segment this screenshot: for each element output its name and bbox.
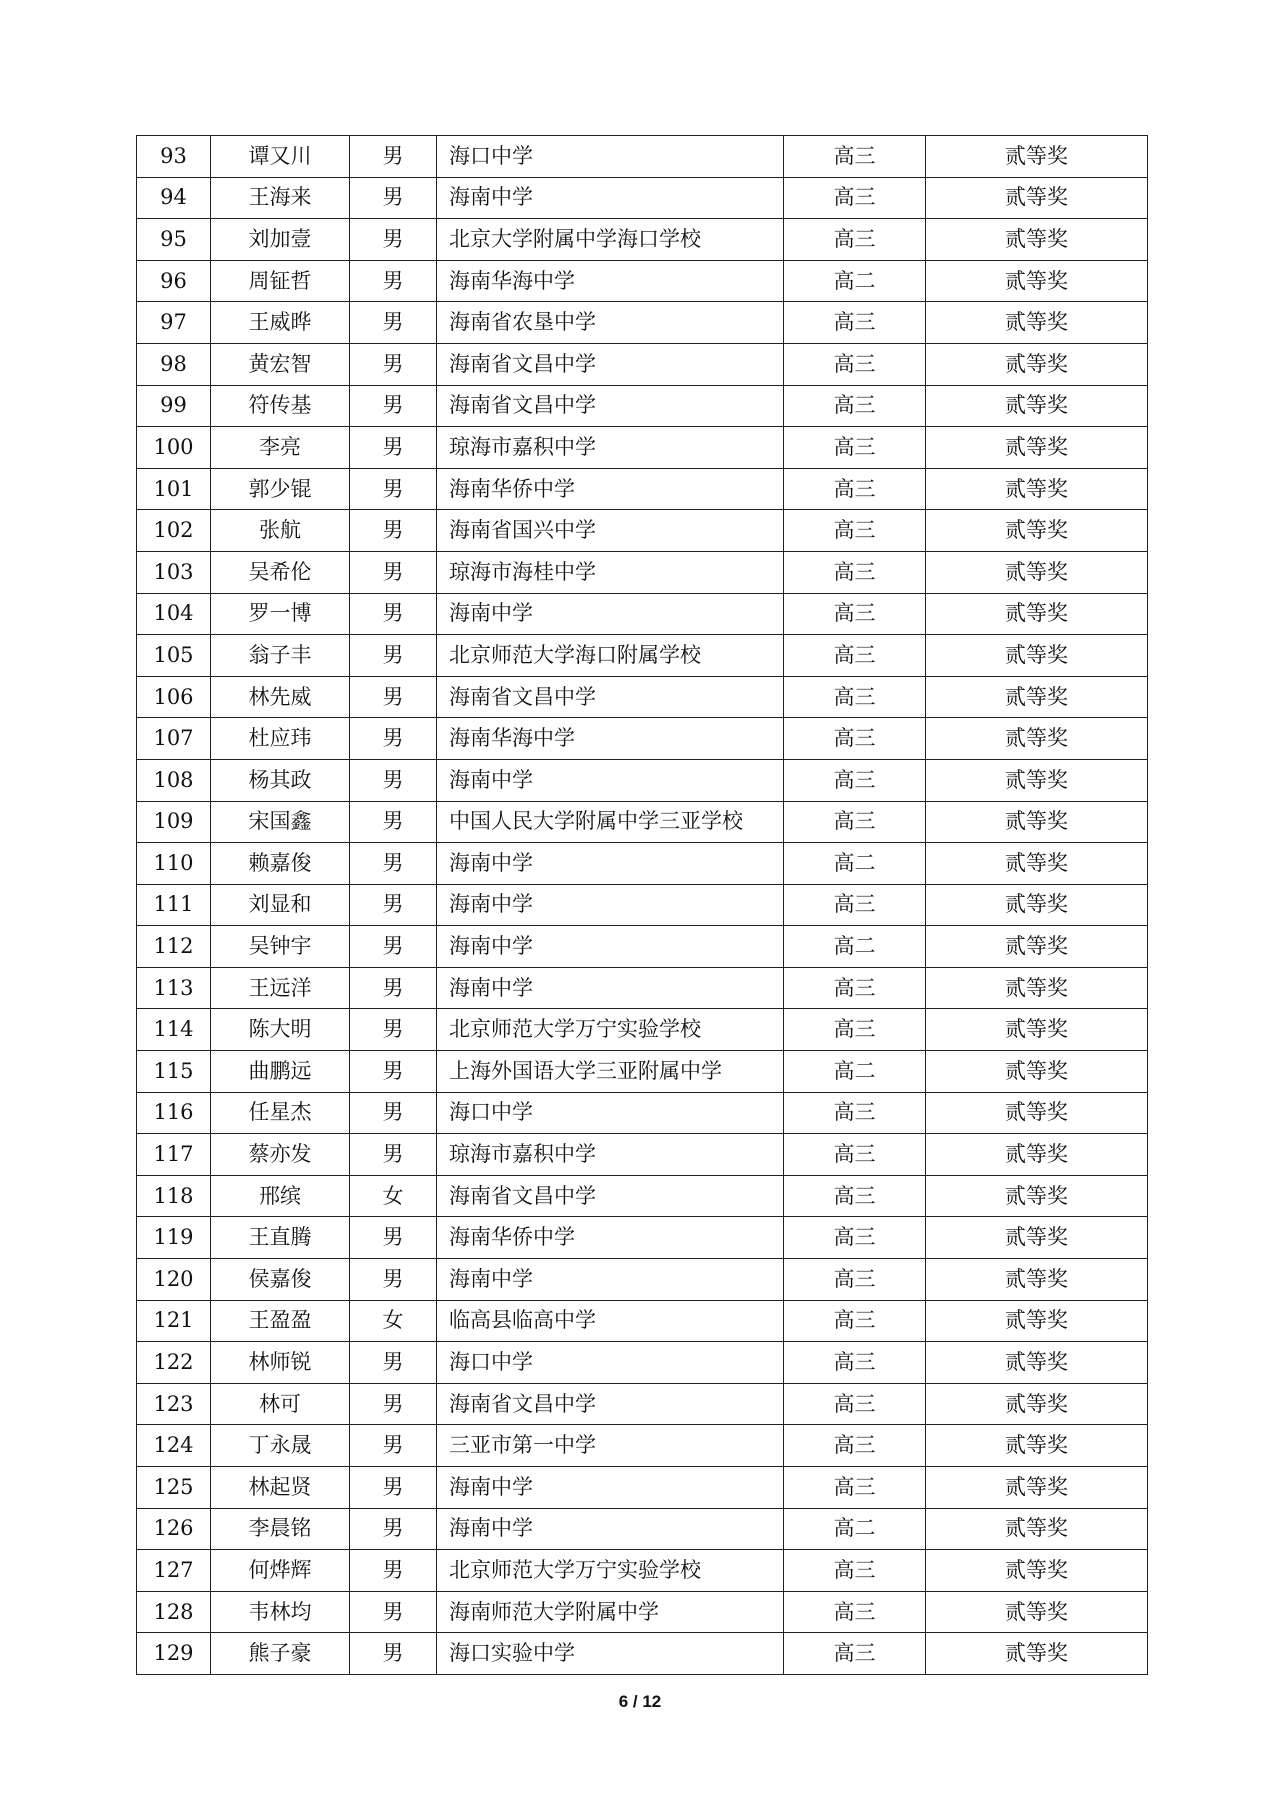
cell-award: 贰等奖	[926, 801, 1148, 843]
cell-name: 熊子豪	[211, 1633, 350, 1675]
cell-gender: 男	[350, 260, 437, 302]
table-row	[137, 302, 1148, 344]
cell-school: 琼海市嘉积中学	[437, 427, 784, 469]
cell-number: 111	[137, 884, 211, 926]
cell-number: 121	[137, 1300, 211, 1342]
cell-gender: 男	[350, 1342, 437, 1384]
cell-award: 贰等奖	[926, 1092, 1148, 1134]
cell-gender: 男	[350, 884, 437, 926]
cell-name: 邢缤	[211, 1175, 350, 1217]
cell-name: 罗一博	[211, 593, 350, 635]
cell-award: 贰等奖	[926, 676, 1148, 718]
cell-grade: 高二	[784, 926, 926, 968]
cell-grade: 高二	[784, 843, 926, 885]
cell-number: 115	[137, 1051, 211, 1093]
cell-grade: 高三	[784, 884, 926, 926]
cell-number: 113	[137, 967, 211, 1009]
cell-school: 海南华海中学	[437, 718, 784, 760]
cell-name: 翁子丰	[211, 635, 350, 677]
table-row	[137, 1591, 1148, 1633]
table-row	[137, 1092, 1148, 1134]
table-row	[137, 1425, 1148, 1467]
cell-name: 曲鹏远	[211, 1051, 350, 1093]
cell-gender: 男	[350, 635, 437, 677]
cell-name: 陈大明	[211, 1009, 350, 1051]
cell-name: 林起贤	[211, 1467, 350, 1509]
cell-name: 蔡亦发	[211, 1134, 350, 1176]
cell-grade: 高三	[784, 385, 926, 427]
table-row	[137, 593, 1148, 635]
cell-number: 102	[137, 510, 211, 552]
table-row	[137, 801, 1148, 843]
cell-gender: 男	[350, 177, 437, 219]
cell-award: 贰等奖	[926, 1633, 1148, 1675]
cell-name: 郭少锟	[211, 468, 350, 510]
cell-award: 贰等奖	[926, 1383, 1148, 1425]
cell-number: 99	[137, 385, 211, 427]
cell-grade: 高三	[784, 1383, 926, 1425]
cell-number: 109	[137, 801, 211, 843]
cell-grade: 高三	[784, 1217, 926, 1259]
cell-gender: 男	[350, 510, 437, 552]
cell-gender: 男	[350, 551, 437, 593]
cell-award: 贰等奖	[926, 967, 1148, 1009]
cell-school: 三亚市第一中学	[437, 1425, 784, 1467]
cell-name: 吴钟宇	[211, 926, 350, 968]
cell-grade: 高三	[784, 302, 926, 344]
cell-school: 海南师范大学附属中学	[437, 1591, 784, 1633]
table-row	[137, 635, 1148, 677]
cell-school: 北京师范大学万宁实验学校	[437, 1550, 784, 1592]
cell-grade: 高三	[784, 1425, 926, 1467]
cell-name: 刘显和	[211, 884, 350, 926]
cell-number: 104	[137, 593, 211, 635]
cell-name: 杜应玮	[211, 718, 350, 760]
cell-award: 贰等奖	[926, 593, 1148, 635]
cell-gender: 男	[350, 1467, 437, 1509]
table-row	[137, 1467, 1148, 1509]
cell-name: 黄宏智	[211, 343, 350, 385]
table-row	[137, 1217, 1148, 1259]
cell-gender: 男	[350, 718, 437, 760]
cell-school: 海南省国兴中学	[437, 510, 784, 552]
cell-gender: 女	[350, 1300, 437, 1342]
cell-school: 海南中学	[437, 593, 784, 635]
cell-school: 琼海市海桂中学	[437, 551, 784, 593]
cell-name: 李亮	[211, 427, 350, 469]
cell-school: 海南中学	[437, 884, 784, 926]
table-row	[137, 1134, 1148, 1176]
cell-name: 刘加壹	[211, 219, 350, 261]
table-row	[137, 926, 1148, 968]
cell-number: 112	[137, 926, 211, 968]
cell-name: 张航	[211, 510, 350, 552]
cell-grade: 高三	[784, 1342, 926, 1384]
cell-grade: 高三	[784, 635, 926, 677]
cell-school: 海南中学	[437, 843, 784, 885]
cell-name: 林可	[211, 1383, 350, 1425]
cell-grade: 高三	[784, 551, 926, 593]
cell-number: 119	[137, 1217, 211, 1259]
cell-gender: 女	[350, 1175, 437, 1217]
table-row	[137, 510, 1148, 552]
cell-number: 123	[137, 1383, 211, 1425]
cell-gender: 男	[350, 759, 437, 801]
cell-gender: 男	[350, 427, 437, 469]
table-row	[137, 1550, 1148, 1592]
cell-grade: 高三	[784, 1092, 926, 1134]
cell-name: 侯嘉俊	[211, 1259, 350, 1301]
cell-grade: 高二	[784, 1508, 926, 1550]
cell-gender: 男	[350, 343, 437, 385]
table-row	[137, 219, 1148, 261]
table-row	[137, 1009, 1148, 1051]
cell-grade: 高三	[784, 1467, 926, 1509]
award-winners-table	[136, 135, 1148, 1675]
cell-number: 101	[137, 468, 211, 510]
cell-gender: 男	[350, 676, 437, 718]
cell-name: 林师锐	[211, 1342, 350, 1384]
cell-name: 赖嘉俊	[211, 843, 350, 885]
cell-award: 贰等奖	[926, 1425, 1148, 1467]
cell-award: 贰等奖	[926, 635, 1148, 677]
cell-number: 128	[137, 1591, 211, 1633]
cell-school: 北京大学附属中学海口学校	[437, 219, 784, 261]
cell-gender: 男	[350, 1259, 437, 1301]
cell-grade: 高三	[784, 1633, 926, 1675]
cell-gender: 男	[350, 136, 437, 178]
cell-award: 贰等奖	[926, 427, 1148, 469]
table-row	[137, 385, 1148, 427]
cell-grade: 高三	[784, 219, 926, 261]
cell-grade: 高三	[784, 718, 926, 760]
table-row	[137, 967, 1148, 1009]
cell-award: 贰等奖	[926, 510, 1148, 552]
cell-award: 贰等奖	[926, 1550, 1148, 1592]
cell-school: 上海外国语大学三亚附属中学	[437, 1051, 784, 1093]
table-row	[137, 468, 1148, 510]
cell-school: 海南中学	[437, 177, 784, 219]
cell-grade: 高三	[784, 801, 926, 843]
table-row	[137, 343, 1148, 385]
cell-grade: 高三	[784, 759, 926, 801]
cell-school: 海南中学	[437, 967, 784, 1009]
cell-number: 124	[137, 1425, 211, 1467]
cell-grade: 高三	[784, 1300, 926, 1342]
cell-school: 海南省文昌中学	[437, 1175, 784, 1217]
table-row	[137, 427, 1148, 469]
cell-school: 海南中学	[437, 926, 784, 968]
cell-school: 海南省文昌中学	[437, 676, 784, 718]
cell-grade: 高三	[784, 510, 926, 552]
cell-number: 129	[137, 1633, 211, 1675]
cell-school: 临高县临高中学	[437, 1300, 784, 1342]
cell-award: 贰等奖	[926, 1134, 1148, 1176]
cell-award: 贰等奖	[926, 1217, 1148, 1259]
cell-name: 王盈盈	[211, 1300, 350, 1342]
cell-number: 95	[137, 219, 211, 261]
cell-school: 海南华侨中学	[437, 1217, 784, 1259]
cell-gender: 男	[350, 926, 437, 968]
cell-number: 127	[137, 1550, 211, 1592]
cell-gender: 男	[350, 1217, 437, 1259]
cell-school: 海南省文昌中学	[437, 1383, 784, 1425]
table-row	[137, 1383, 1148, 1425]
cell-number: 97	[137, 302, 211, 344]
cell-school: 海南中学	[437, 1467, 784, 1509]
cell-school: 海南华侨中学	[437, 468, 784, 510]
cell-gender: 男	[350, 302, 437, 344]
cell-grade: 高三	[784, 593, 926, 635]
cell-gender: 男	[350, 843, 437, 885]
table-row	[137, 136, 1148, 178]
cell-grade: 高三	[784, 1009, 926, 1051]
cell-award: 贰等奖	[926, 884, 1148, 926]
cell-name: 王威晔	[211, 302, 350, 344]
cell-award: 贰等奖	[926, 260, 1148, 302]
cell-number: 94	[137, 177, 211, 219]
table-row	[137, 1175, 1148, 1217]
cell-number: 116	[137, 1092, 211, 1134]
table-row	[137, 843, 1148, 885]
cell-school: 海南华海中学	[437, 260, 784, 302]
cell-school: 海口中学	[437, 1342, 784, 1384]
cell-gender: 男	[350, 1009, 437, 1051]
cell-school: 海南省文昌中学	[437, 385, 784, 427]
cell-gender: 男	[350, 1092, 437, 1134]
cell-award: 贰等奖	[926, 136, 1148, 178]
cell-gender: 男	[350, 593, 437, 635]
table-row	[137, 177, 1148, 219]
cell-number: 122	[137, 1342, 211, 1384]
cell-name: 谭又川	[211, 136, 350, 178]
cell-number: 120	[137, 1259, 211, 1301]
cell-award: 贰等奖	[926, 1009, 1148, 1051]
cell-school: 海南中学	[437, 1259, 784, 1301]
cell-grade: 高二	[784, 1051, 926, 1093]
cell-award: 贰等奖	[926, 1591, 1148, 1633]
cell-gender: 男	[350, 1550, 437, 1592]
cell-award: 贰等奖	[926, 302, 1148, 344]
cell-gender: 男	[350, 801, 437, 843]
table-row	[137, 759, 1148, 801]
table-row	[137, 1051, 1148, 1093]
cell-gender: 男	[350, 1633, 437, 1675]
cell-grade: 高三	[784, 967, 926, 1009]
cell-award: 贰等奖	[926, 843, 1148, 885]
cell-school: 海南中学	[437, 1508, 784, 1550]
cell-grade: 高三	[784, 468, 926, 510]
cell-gender: 男	[350, 1425, 437, 1467]
cell-school: 中国人民大学附属中学三亚学校	[437, 801, 784, 843]
cell-award: 贰等奖	[926, 926, 1148, 968]
cell-gender: 男	[350, 1591, 437, 1633]
cell-name: 任星杰	[211, 1092, 350, 1134]
table-row	[137, 551, 1148, 593]
cell-gender: 男	[350, 967, 437, 1009]
cell-gender: 男	[350, 385, 437, 427]
cell-number: 103	[137, 551, 211, 593]
cell-number: 125	[137, 1467, 211, 1509]
cell-number: 108	[137, 759, 211, 801]
cell-gender: 男	[350, 1508, 437, 1550]
cell-name: 杨其政	[211, 759, 350, 801]
table-row	[137, 260, 1148, 302]
cell-grade: 高三	[784, 427, 926, 469]
cell-award: 贰等奖	[926, 551, 1148, 593]
cell-number: 105	[137, 635, 211, 677]
cell-number: 98	[137, 343, 211, 385]
cell-school: 海口中学	[437, 1092, 784, 1134]
cell-number: 117	[137, 1134, 211, 1176]
cell-school: 海南省文昌中学	[437, 343, 784, 385]
cell-school: 海口中学	[437, 136, 784, 178]
table-row	[137, 884, 1148, 926]
cell-award: 贰等奖	[926, 759, 1148, 801]
cell-award: 贰等奖	[926, 1508, 1148, 1550]
cell-grade: 高三	[784, 1134, 926, 1176]
cell-gender: 男	[350, 1134, 437, 1176]
cell-gender: 男	[350, 219, 437, 261]
table-row	[137, 1300, 1148, 1342]
cell-number: 126	[137, 1508, 211, 1550]
cell-number: 118	[137, 1175, 211, 1217]
cell-award: 贰等奖	[926, 1175, 1148, 1217]
cell-name: 丁永晟	[211, 1425, 350, 1467]
cell-award: 贰等奖	[926, 385, 1148, 427]
cell-name: 符传基	[211, 385, 350, 427]
cell-award: 贰等奖	[926, 1300, 1148, 1342]
table-row	[137, 1259, 1148, 1301]
cell-number: 93	[137, 136, 211, 178]
table-row	[137, 1508, 1148, 1550]
cell-name: 王海来	[211, 177, 350, 219]
cell-school: 海南中学	[437, 759, 784, 801]
cell-name: 林先威	[211, 676, 350, 718]
cell-award: 贰等奖	[926, 718, 1148, 760]
cell-award: 贰等奖	[926, 343, 1148, 385]
cell-name: 李晨铭	[211, 1508, 350, 1550]
cell-name: 周钲哲	[211, 260, 350, 302]
cell-award: 贰等奖	[926, 177, 1148, 219]
cell-school: 琼海市嘉积中学	[437, 1134, 784, 1176]
cell-name: 王远洋	[211, 967, 350, 1009]
table-row	[137, 718, 1148, 760]
cell-number: 100	[137, 427, 211, 469]
cell-grade: 高三	[784, 343, 926, 385]
cell-name: 吴希伦	[211, 551, 350, 593]
cell-name: 王直腾	[211, 1217, 350, 1259]
cell-award: 贰等奖	[926, 1342, 1148, 1384]
cell-grade: 高三	[784, 1175, 926, 1217]
cell-school: 海口实验中学	[437, 1633, 784, 1675]
table-body	[137, 136, 1148, 1675]
table-row	[137, 1633, 1148, 1675]
cell-grade: 高三	[784, 1591, 926, 1633]
cell-number: 114	[137, 1009, 211, 1051]
cell-award: 贰等奖	[926, 468, 1148, 510]
cell-gender: 男	[350, 468, 437, 510]
cell-grade: 高三	[784, 177, 926, 219]
cell-number: 110	[137, 843, 211, 885]
cell-award: 贰等奖	[926, 1051, 1148, 1093]
cell-number: 96	[137, 260, 211, 302]
cell-number: 107	[137, 718, 211, 760]
cell-school: 海南省农垦中学	[437, 302, 784, 344]
cell-grade: 高二	[784, 260, 926, 302]
cell-name: 何烨辉	[211, 1550, 350, 1592]
cell-award: 贰等奖	[926, 219, 1148, 261]
cell-grade: 高三	[784, 1550, 926, 1592]
cell-name: 宋国鑫	[211, 801, 350, 843]
cell-award: 贰等奖	[926, 1259, 1148, 1301]
cell-grade: 高三	[784, 676, 926, 718]
cell-school: 北京师范大学万宁实验学校	[437, 1009, 784, 1051]
cell-name: 韦林均	[211, 1591, 350, 1633]
cell-school: 北京师范大学海口附属学校	[437, 635, 784, 677]
cell-gender: 男	[350, 1051, 437, 1093]
cell-number: 106	[137, 676, 211, 718]
cell-gender: 男	[350, 1383, 437, 1425]
cell-grade: 高三	[784, 136, 926, 178]
table-row	[137, 1342, 1148, 1384]
cell-grade: 高三	[784, 1259, 926, 1301]
page-number: 6 / 12	[618, 1692, 662, 1711]
table-row	[137, 676, 1148, 718]
cell-award: 贰等奖	[926, 1467, 1148, 1509]
